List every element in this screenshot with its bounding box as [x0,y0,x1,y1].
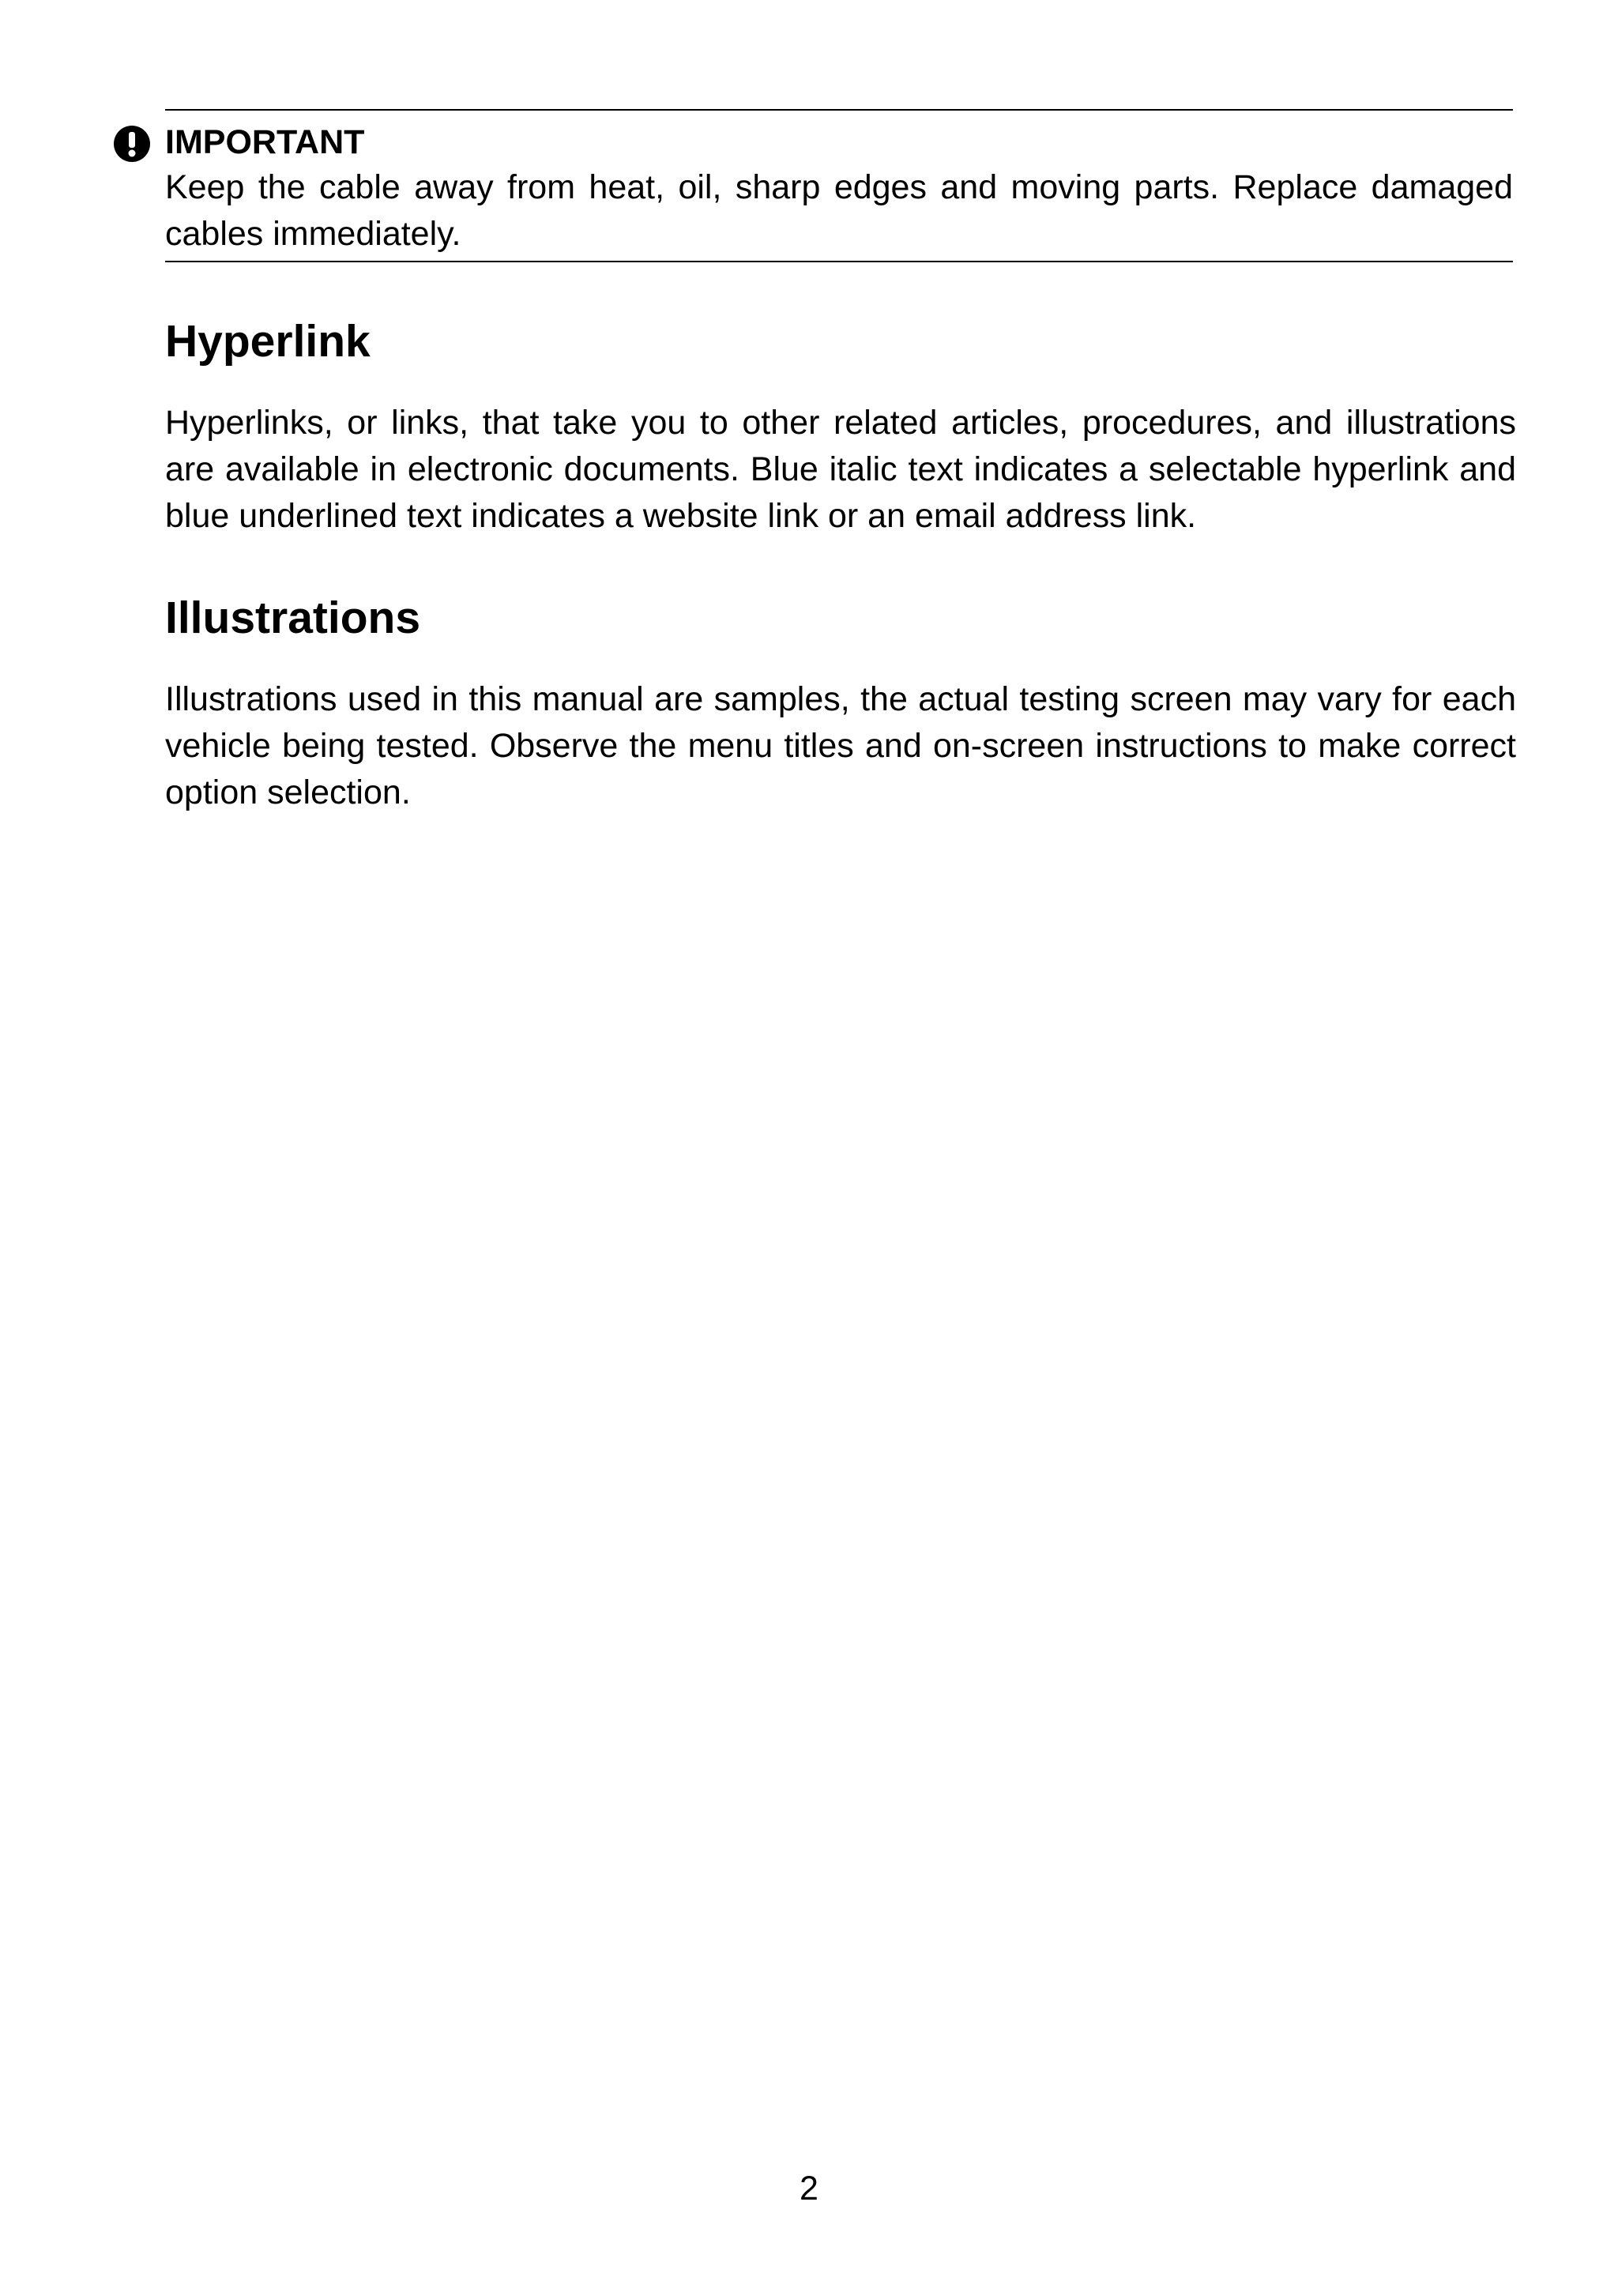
section-heading-illustrations: Illustrations [165,593,421,643]
exclamation-circle-icon [113,125,151,163]
section-heading-hyperlink: Hyperlink [165,316,371,367]
notice-text: Keep the cable away from heat, oil, sharp edges and moving parts. Replace damaged cables immediately. [165,168,1513,253]
section-text-hyperlink: Hyperlinks, or links, that take you to other related articles, procedures, and illustrations are available in electronic documents. Blue italic text indicates a selectable hyperlink and blue underlined text indicates a website link or an email address link. [165,404,1516,535]
page-number: 2 [800,2170,818,2208]
section-text-illustrations: Illustrations used in this manual are samples, the actual testing screen may vary for each vehicle being tested. Observe the menu titles and on-screen instructions to make correct option selection. [165,680,1516,811]
notice-title: IMPORTANT [165,123,365,161]
important-notice [165,109,1513,262]
